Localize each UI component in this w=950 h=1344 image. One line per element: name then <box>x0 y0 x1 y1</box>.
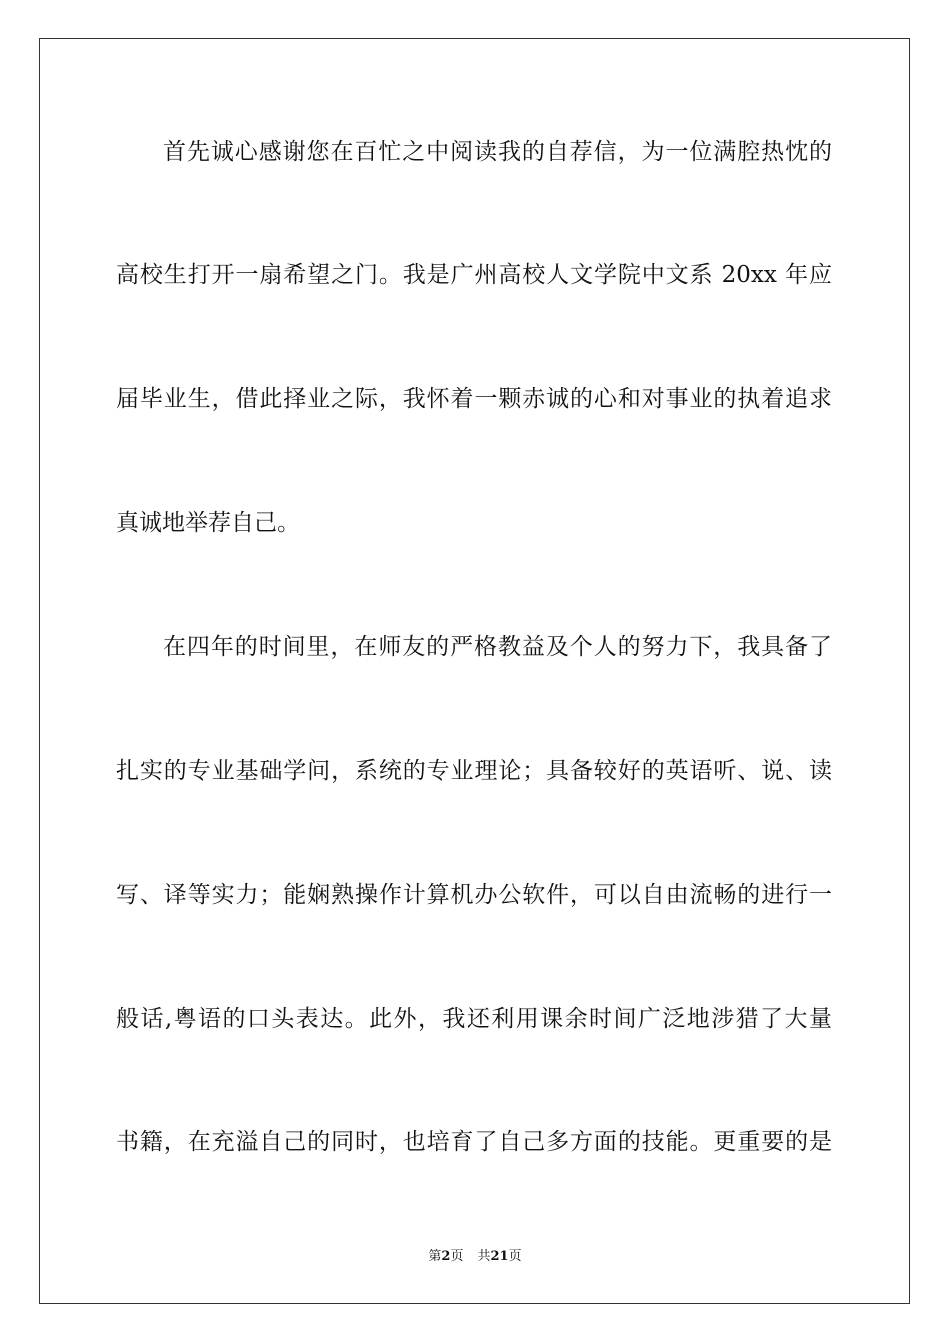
page-prefix: 第 <box>428 1249 442 1264</box>
paragraph-1-line-3: 届毕业生，借此择业之际，我怀着一颗赤诚的心和对事业的执着追求 <box>116 386 832 412</box>
page-frame <box>39 38 910 1304</box>
paragraph-2-line-5: 书籍，在充溢自己的同时，也培育了自己多方面的技能。更重要的是 <box>116 1129 832 1155</box>
paragraph-2-line-4: 般话,粤语的口头表达。此外，我还利用课余时间广泛地涉猎了大量 <box>116 1006 832 1032</box>
paragraph-1-line-2: 高校生打开一扇希望之门。我是广州高校人文学院中文系 20xx 年应 <box>116 262 832 288</box>
paragraph-1-line-4: 真诚地举荐自己。 <box>116 510 300 536</box>
paragraph-2-line-3: 写、译等实力；能娴熟操作计算机办公软件，可以自由流畅的进行一 <box>116 882 832 908</box>
total-prefix: 共 <box>477 1249 491 1264</box>
page-suffix: 页 <box>450 1249 464 1264</box>
total-pages: 21 <box>490 1249 509 1264</box>
page-footer <box>0 1248 950 1266</box>
paragraph-1-line-1: 首先诚心感谢您在百忙之中阅读我的自荐信，为一位满腔热忱的 <box>163 139 832 165</box>
paragraph-2-line-2: 扎实的专业基础学问，系统的专业理论；具备较好的英语听、说、读 <box>116 758 832 784</box>
total-suffix: 页 <box>508 1249 522 1264</box>
page-number: 2 <box>441 1249 451 1264</box>
paragraph-2-line-1: 在四年的时间里，在师友的严格教益及个人的努力下，我具备了 <box>163 634 832 660</box>
